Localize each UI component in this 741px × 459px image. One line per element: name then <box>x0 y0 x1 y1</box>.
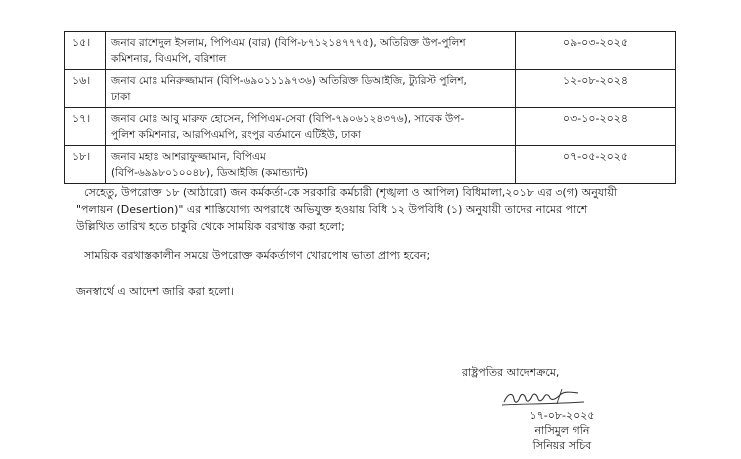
allowance-paragraph: সাময়িক বরখাস্তকালীন সময়ে উপরোক্ত কর্মকর্তাগণ খোরপোষ ভাতা প্রাপ্য হবেন; <box>84 249 431 262</box>
paragraph-line: সেহেতু, উপরোক্ত ১৮ (আঠারো) জন কর্মকর্তা-কে সরকারি কর্মচারী (শৃঙ্খলা ও আপিল) বিধিমালা,২০১৮ এর ৩(গ) অনুযায়ী <box>84 186 617 199</box>
serial-cell: ১৭। <box>65 108 106 145</box>
officer-cell <box>106 146 516 183</box>
signatory-designation: সিনিয়র সচিব <box>532 439 592 452</box>
order-line: রাষ্ট্রপতির আদেশক্রমে, <box>462 366 560 379</box>
officer-table <box>64 31 676 184</box>
officer-cell <box>106 108 516 145</box>
signature-date: ১৭-০৮-২০২৫ <box>529 409 595 422</box>
officer-cell <box>106 32 516 69</box>
paragraph-line: উল্লিখিত তারিখ হতে চাকুরি থেকে সাময়িক বরখাস্ত করা হলো; <box>76 220 345 233</box>
table-row <box>65 32 675 70</box>
serial-cell: ১৮। <box>65 146 106 183</box>
date-cell: ০৩-১০-২০২৪ <box>562 112 629 125</box>
officer-line: ঢাকা <box>111 91 131 103</box>
date-cell: ১২-০৮-২০২৪ <box>562 74 629 87</box>
paragraph-line: "পলায়ন (Desertion)" এর শাস্তিযোগ্য অপরাধে অভিযুক্ত হওয়ায় বিধি ১২ উপবিধি (১) অনুযায়ী তাদের নামের পাশে <box>76 203 588 216</box>
suspension-paragraph <box>76 184 676 235</box>
officer-line: জনাব মোঃ মনিরুজ্জামান (বিপি-৬৯০১১১৯৭৩৬) অতিরিক্ত ডিআইজি, ট্যুরিস্ট পুলিশ, <box>111 75 467 87</box>
officer-line: জনাব রাশেদুল ইসলাম, পিপিএম (বার) (বিপি-৮৭১২১৪৭৭৭৫), অতিরিক্ত উপ-পুলিশ <box>111 37 466 49</box>
officer-line: জনাব মহাঃ আশরাফুজ্জামান, বিপিএম <box>111 151 266 163</box>
public-interest-paragraph: জনস্বার্থে এ আদেশ জারি করা হলো। <box>76 285 234 298</box>
serial-cell: ১৫। <box>65 32 106 69</box>
date-cell: ০৯-০৩-২০২৫ <box>562 36 629 49</box>
officer-line: জনাব মোঃ আবু মারুফ হোসেন, পিপিএম-সেবা (বিপি-৭৯০৬১২৪৩৭৬), সাবেক উপ- <box>111 113 465 125</box>
officer-line: পুলিশ কমিশনার, আরপিএমপি, রংপুর বর্তমানে এটিইউ, ঢাকা <box>111 129 361 141</box>
officer-line: (বিপি-৬৯৯৮০১০০৪৮), ডিআইজি (কমান্ড্যান্ট) <box>111 167 309 179</box>
table-row <box>65 108 675 146</box>
officer-line: কমিশনার, বিএমপি, বরিশাল <box>111 53 227 65</box>
date-cell: ০৭-০৫-২০২৫ <box>562 150 629 163</box>
table-row <box>65 146 675 184</box>
signatory-name: নাসিমুল গনি <box>534 424 590 437</box>
officer-cell <box>106 70 516 107</box>
signature-image <box>500 383 586 409</box>
table-row <box>65 70 675 108</box>
serial-cell: ১৬। <box>65 70 106 107</box>
